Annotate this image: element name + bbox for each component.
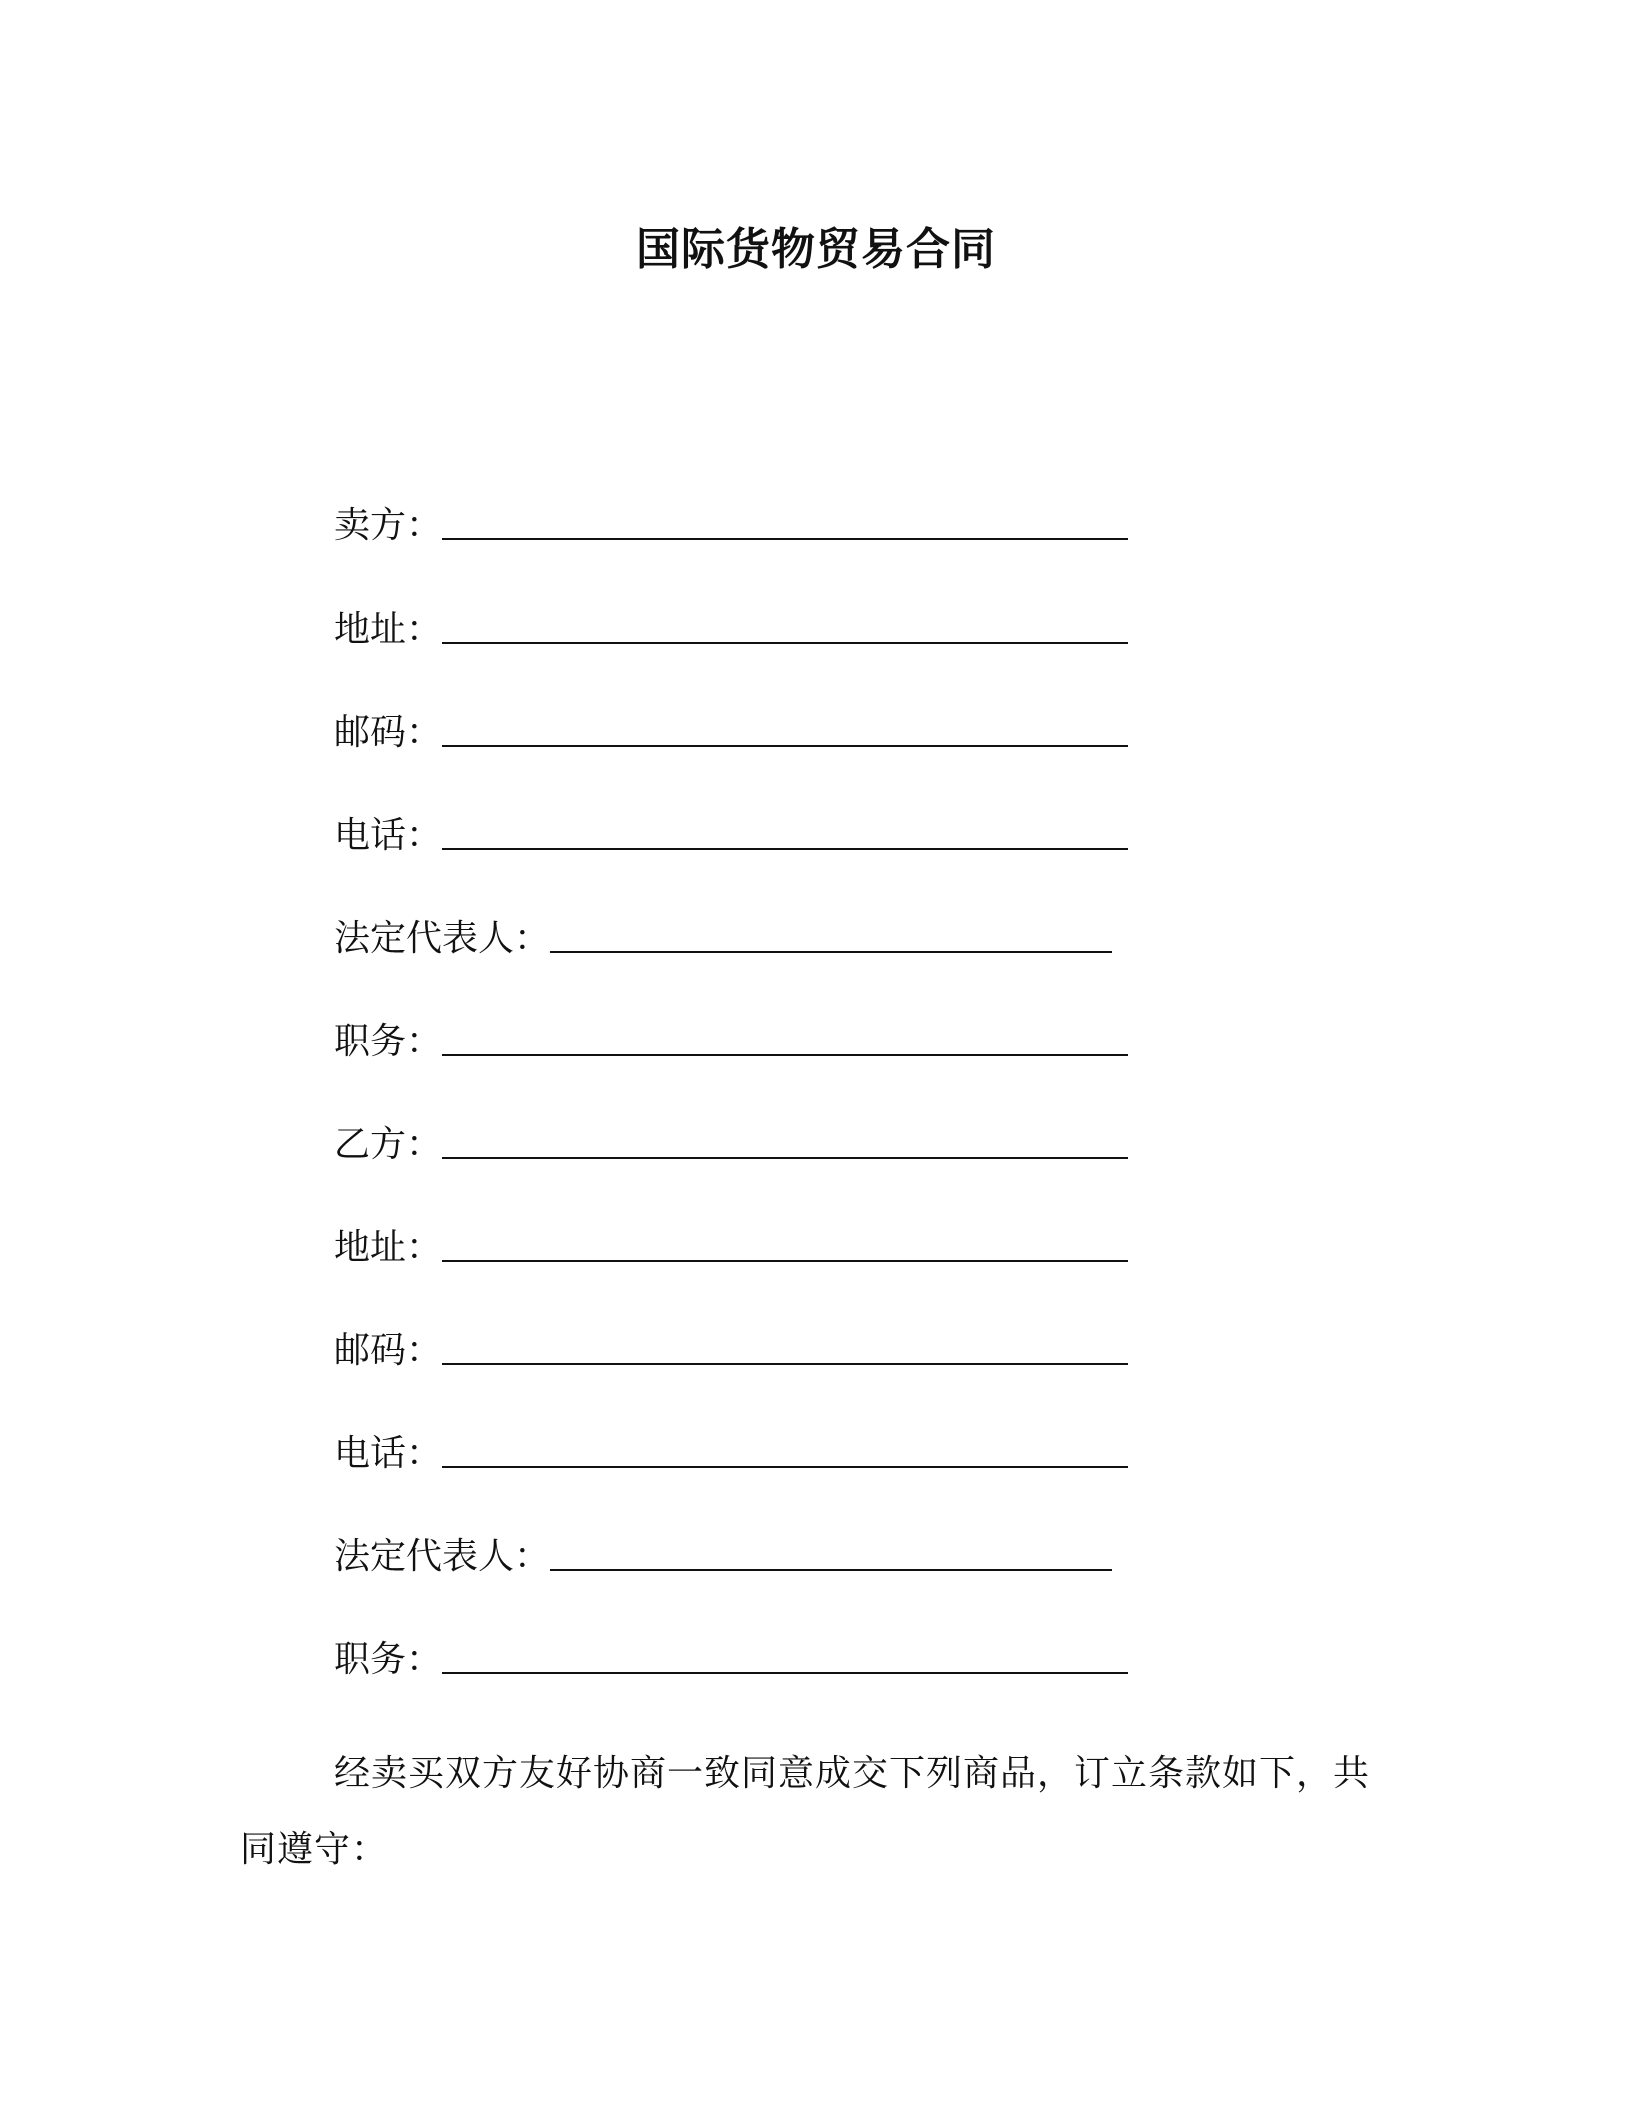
seller-legal-rep-blank[interactable]: [550, 951, 1112, 953]
intro-paragraph: 经卖买双方友好协商一致同意成交下列商品，订立条款如下，共同遵守：: [240, 1753, 1371, 1870]
buyer-party-field: [334, 1121, 1128, 1169]
buyer-party-label: 乙方：: [334, 1124, 443, 1165]
seller-party-field: [334, 502, 1128, 550]
seller-position-blank[interactable]: [442, 1054, 1128, 1056]
buyer-address-field: [334, 1224, 1128, 1272]
seller-postcode-label: 邮码：: [334, 712, 443, 753]
buyer-postcode-blank[interactable]: [442, 1363, 1128, 1365]
document-title: 国际货物贸易合同: [636, 224, 996, 275]
buyer-address-label: 地址：: [334, 1227, 443, 1268]
seller-postcode-blank[interactable]: [442, 745, 1128, 747]
buyer-position-label: 职务：: [334, 1639, 443, 1680]
seller-position-field: [334, 1018, 1128, 1066]
seller-address-blank[interactable]: [442, 642, 1128, 644]
buyer-phone-label: 电话：: [334, 1433, 443, 1474]
buyer-position-field: [334, 1636, 1128, 1684]
buyer-legal-rep-field: [334, 1533, 1112, 1581]
buyer-postcode-field: [334, 1327, 1128, 1375]
seller-postcode-field: [334, 709, 1128, 757]
seller-phone-field: [334, 812, 1128, 860]
buyer-legal-rep-label: 法定代表人：: [334, 1536, 551, 1577]
buyer-position-blank[interactable]: [442, 1672, 1128, 1674]
buyer-postcode-label: 邮码：: [334, 1330, 443, 1371]
buyer-party-blank[interactable]: [442, 1157, 1128, 1159]
buyer-legal-rep-blank[interactable]: [550, 1569, 1112, 1571]
buyer-phone-blank[interactable]: [442, 1466, 1128, 1468]
seller-address-field: [334, 606, 1128, 654]
seller-party-blank[interactable]: [442, 538, 1128, 540]
seller-party-label: 卖方：: [334, 505, 443, 546]
seller-legal-rep-label: 法定代表人：: [334, 918, 551, 959]
seller-legal-rep-field: [334, 915, 1112, 963]
seller-phone-blank[interactable]: [442, 848, 1128, 850]
buyer-phone-field: [334, 1430, 1128, 1478]
seller-position-label: 职务：: [334, 1021, 443, 1062]
seller-address-label: 地址：: [334, 609, 443, 650]
buyer-address-blank[interactable]: [442, 1260, 1128, 1262]
seller-phone-label: 电话：: [334, 815, 443, 856]
